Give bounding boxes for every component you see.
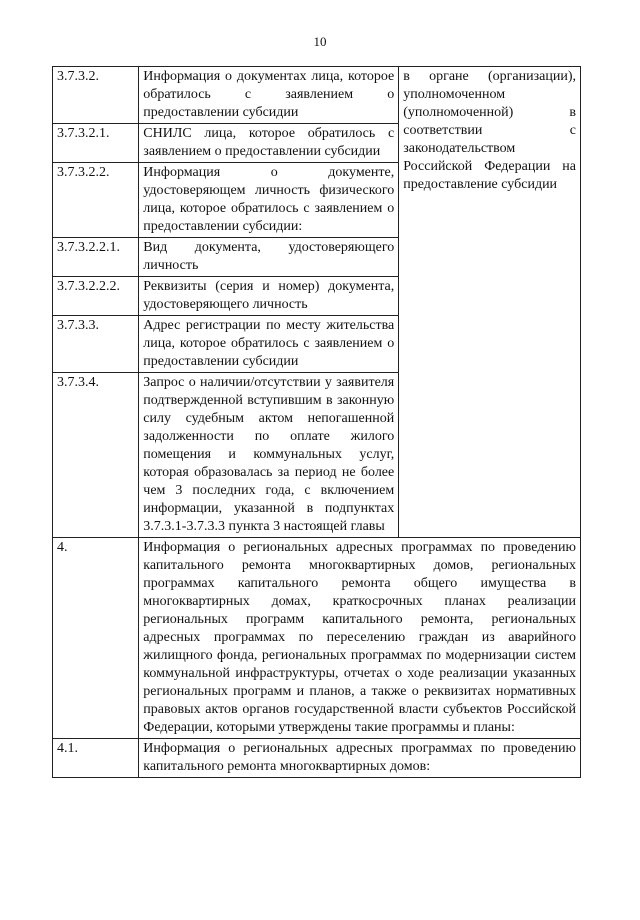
row-number: 3.7.3.2.2.2. xyxy=(53,277,139,316)
row-description: Адрес регистрации по месту жительства лица, которое обратилось с заявлением о предоставлении субсидии xyxy=(139,316,399,373)
row-description: Информация о документе, удостоверяющем личность физического лица, которое обратилось с заявлением о предоставлении субсидии: xyxy=(139,163,399,238)
row-number: 4.1. xyxy=(53,739,139,778)
row-number: 3.7.3.2.1. xyxy=(53,124,139,163)
row-description: Реквизиты (серия и номер) документа, удостоверяющего личность xyxy=(139,277,399,316)
page-number: 10 xyxy=(313,34,327,49)
document-table xyxy=(52,66,581,778)
row-description: Информация о региональных адресных программах по проведению капитального ремонта многоквартирных домов: xyxy=(139,739,581,778)
row-number: 3.7.3.4. xyxy=(53,373,139,538)
table-row xyxy=(53,67,581,124)
row-description: СНИЛС лица, которое обратилось с заявлением о предоставлении субсидии xyxy=(139,124,399,163)
row-number: 3.7.3.2.2.1. xyxy=(53,238,139,277)
row-description: Запрос о наличии/отсутствии у заявителя подтвержденной вступившим в законную силу судебным актом непогашенной задолженности по оплате жилого помещения и коммунальных услуг, которая образовалась за период не более чем 3 последних года, с включением информации, указанной в подпунктах 3.7.3.1-3.7.3.3 пункта 3 настоящей главы xyxy=(139,373,399,538)
row-description: Вид документа, удостоверяющего личность xyxy=(139,238,399,277)
table-row-section-4-1 xyxy=(53,739,581,778)
table-row-section-4 xyxy=(53,538,581,739)
row-description: Информация о региональных адресных программах по проведению капитального ремонта многоквартирных домов, региональных программах капитального ремонта общего имущества в многоквартирных домах, краткосрочных планах реализации региональных программ капитального ремонта, региональных адресных программах по переселению граждан из аварийного жилищного фонда, региональных программах по модернизации систем коммунальной инфраструктуры, отчетах о ходе реализации указанных региональных программ и планов, а также о реквизитах нормативных правовых актов органов государственной власти субъектов Российской Федерации, которыми утверждены такие программы и планы: xyxy=(139,538,581,739)
row-number: 3.7.3.2.2. xyxy=(53,163,139,238)
authority-cell: в органе (организации), уполномоченном (уполномоченной) в соответствии с законодательством Российской Федерации на предоставление субсидии xyxy=(399,67,581,538)
row-number: 3.7.3.2. xyxy=(53,67,139,124)
row-number: 3.7.3.3. xyxy=(53,316,139,373)
row-description: Информация о документах лица, которое обратилось с заявлением о предоставлении субсидии xyxy=(139,67,399,124)
row-number: 4. xyxy=(53,538,139,739)
